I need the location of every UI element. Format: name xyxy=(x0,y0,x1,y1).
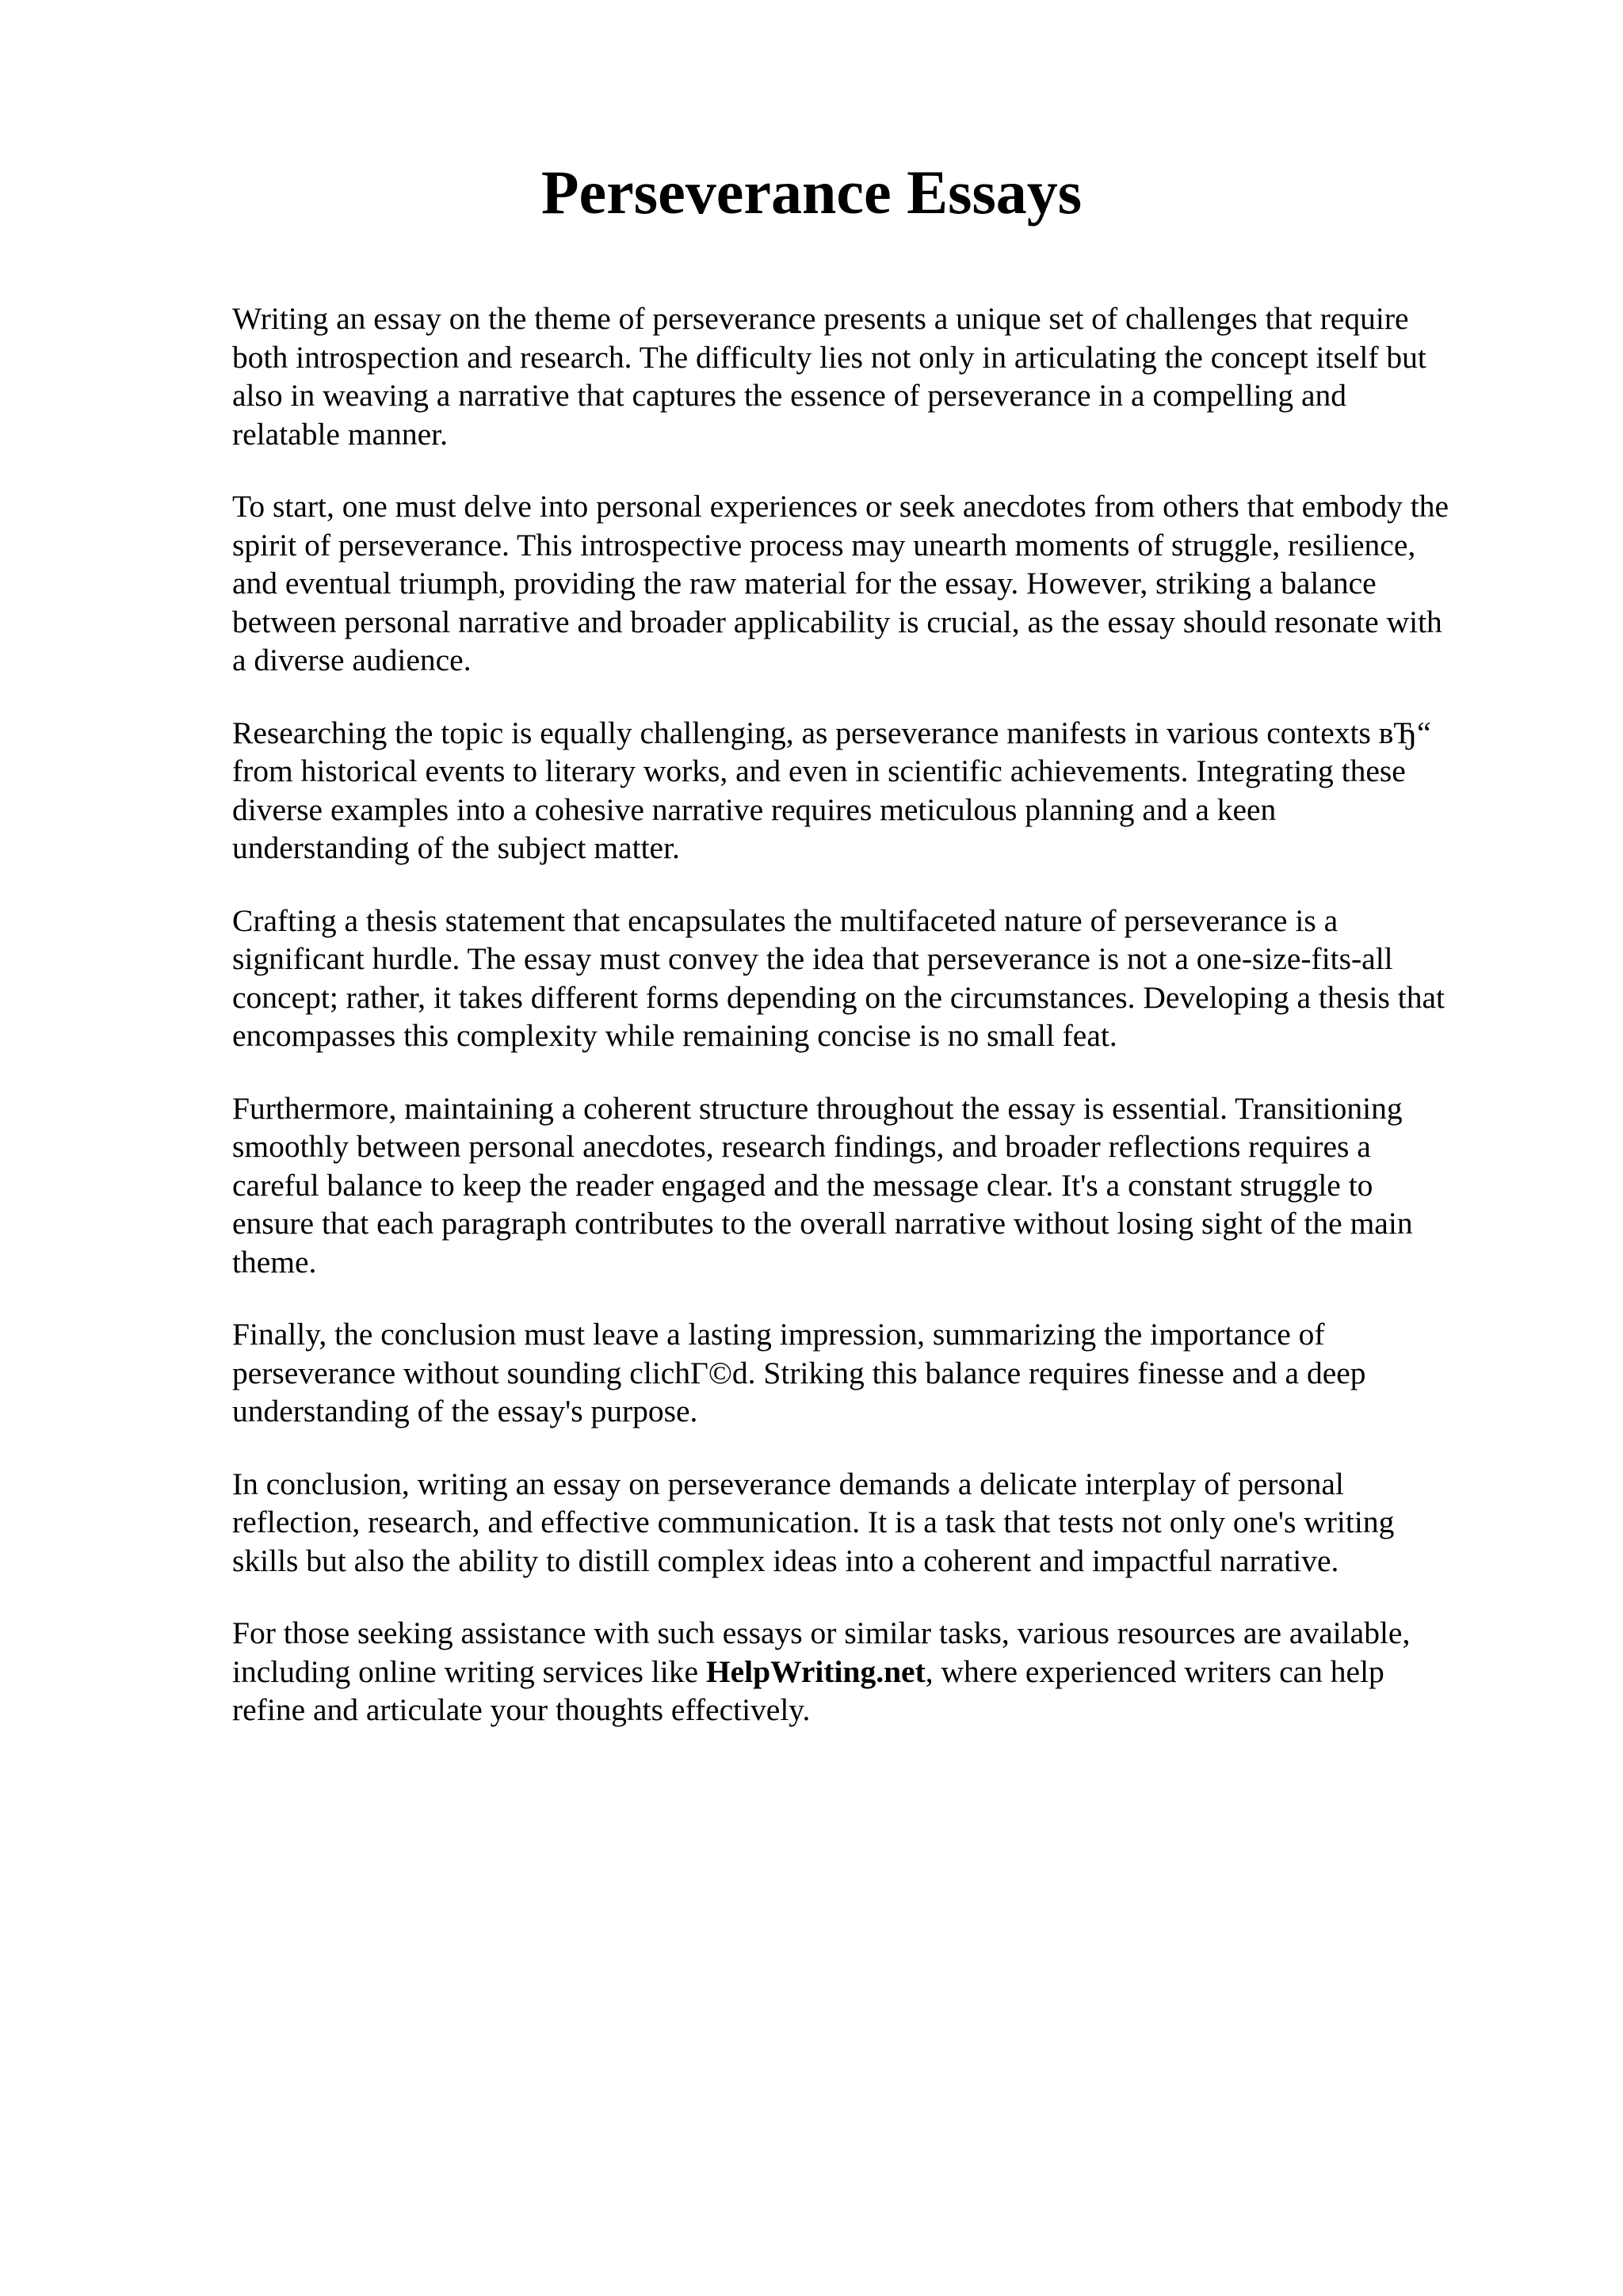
closing-paragraph xyxy=(232,1614,1532,1730)
paragraph-line: Researching the topic is equally challenging, as perseverance manifests in various contexts вЂ“ xyxy=(232,715,1431,750)
paragraph-line: perseverance without sounding clichГ©d. Striking this balance requires finesse and a deep xyxy=(232,1355,1366,1390)
paragraph-line: encompasses this complexity while remaining concise is no small feat. xyxy=(232,1018,1117,1053)
paragraph-line: both introspection and research. The difficulty lies not only in articulating the concept itself but xyxy=(232,339,1426,375)
paragraph-line: theme. xyxy=(232,1244,317,1280)
essay-body xyxy=(232,299,1532,1764)
paragraph-line: reflection, research, and effective communication. It is a task that tests not only one's writing xyxy=(232,1505,1395,1539)
paragraph-line: Writing an essay on the theme of perseverance presents a unique set of challenges that require xyxy=(232,301,1409,336)
paragraph-line: a diverse audience. xyxy=(232,643,472,677)
paragraph-line: Furthermore, maintaining a coherent structure throughout the essay is essential. Transitioning xyxy=(232,1090,1403,1126)
body-paragraph xyxy=(232,299,1532,453)
paragraph-line: Finally, the conclusion must leave a lasting impression, summarizing the importance of xyxy=(232,1317,1325,1352)
paragraph-line: and eventual triumph, providing the raw material for the essay. However, striking a balance xyxy=(232,566,1377,601)
paragraph-line: To start, one must delve into personal experiences or seek anecdotes from others that embody the xyxy=(232,489,1449,524)
paragraph-line: also in weaving a narrative that captures the essence of perseverance in a compelling and xyxy=(232,378,1347,413)
closing-line-3: refine and articulate your thoughts effectively. xyxy=(232,1692,811,1727)
paragraph-line: relatable manner. xyxy=(232,416,448,452)
paragraph-line: In conclusion, writing an essay on perseverance demands a delicate interplay of personal xyxy=(232,1466,1344,1501)
body-paragraph xyxy=(232,902,1532,1055)
paragraph-line: careful balance to keep the reader engaged and the message clear. It's a constant struggle to xyxy=(232,1167,1373,1203)
body-paragraph xyxy=(232,1465,1532,1581)
closing-line-2-text-before: including online writing services like xyxy=(232,1653,706,1689)
closing-line-1: For those seeking assistance with such essays or similar tasks, various resources are available, xyxy=(232,1615,1411,1650)
paragraph-line: between personal narrative and broader applicability is crucial, as the essay should resonate with xyxy=(232,604,1442,639)
body-paragraph xyxy=(232,1315,1532,1431)
paragraph-line: diverse examples into a cohesive narrative requires meticulous planning and a keen xyxy=(232,791,1277,827)
paragraph-line: understanding of the essay's purpose. xyxy=(232,1394,698,1428)
paragraph-line: concept; rather, it takes different forms depending on the circumstances. Developing a thesis that xyxy=(232,979,1445,1015)
paragraph-line: significant hurdle. The essay must convey the idea that perseverance is not a one-size-fits-all xyxy=(232,941,1393,976)
closing-line-2 xyxy=(232,1653,1532,1691)
paragraph-line: spirit of perseverance. This introspective process may unearth moments of struggle, resilience, xyxy=(232,527,1416,563)
body-paragraph xyxy=(232,1089,1532,1282)
body-paragraph xyxy=(232,487,1532,680)
page-title: Perseverance Essays xyxy=(540,158,1083,227)
paragraph-line: from historical events to literary works, and even in scientific achievements. Integrating these xyxy=(232,753,1406,788)
paragraph-line: smoothly between personal anecdotes, research findings, and broader reflections requires a xyxy=(232,1129,1371,1164)
helpwriting-link[interactable]: HelpWriting.net xyxy=(705,1653,926,1689)
paragraph-line: skills but also the ability to distill complex ideas into a coherent and impactful narrative. xyxy=(232,1543,1339,1578)
paragraph-line: ensure that each paragraph contributes to the overall narrative without losing sight of the main xyxy=(232,1206,1413,1241)
closing-line-2-text-after: , where experienced writers can help xyxy=(925,1653,1384,1689)
paragraph-line: understanding of the subject matter. xyxy=(232,830,680,865)
paragraph-line: Crafting a thesis statement that encapsulates the multifaceted nature of perseverance is a xyxy=(232,902,1338,938)
paragraph-list xyxy=(232,299,1532,1580)
body-paragraph xyxy=(232,714,1532,868)
